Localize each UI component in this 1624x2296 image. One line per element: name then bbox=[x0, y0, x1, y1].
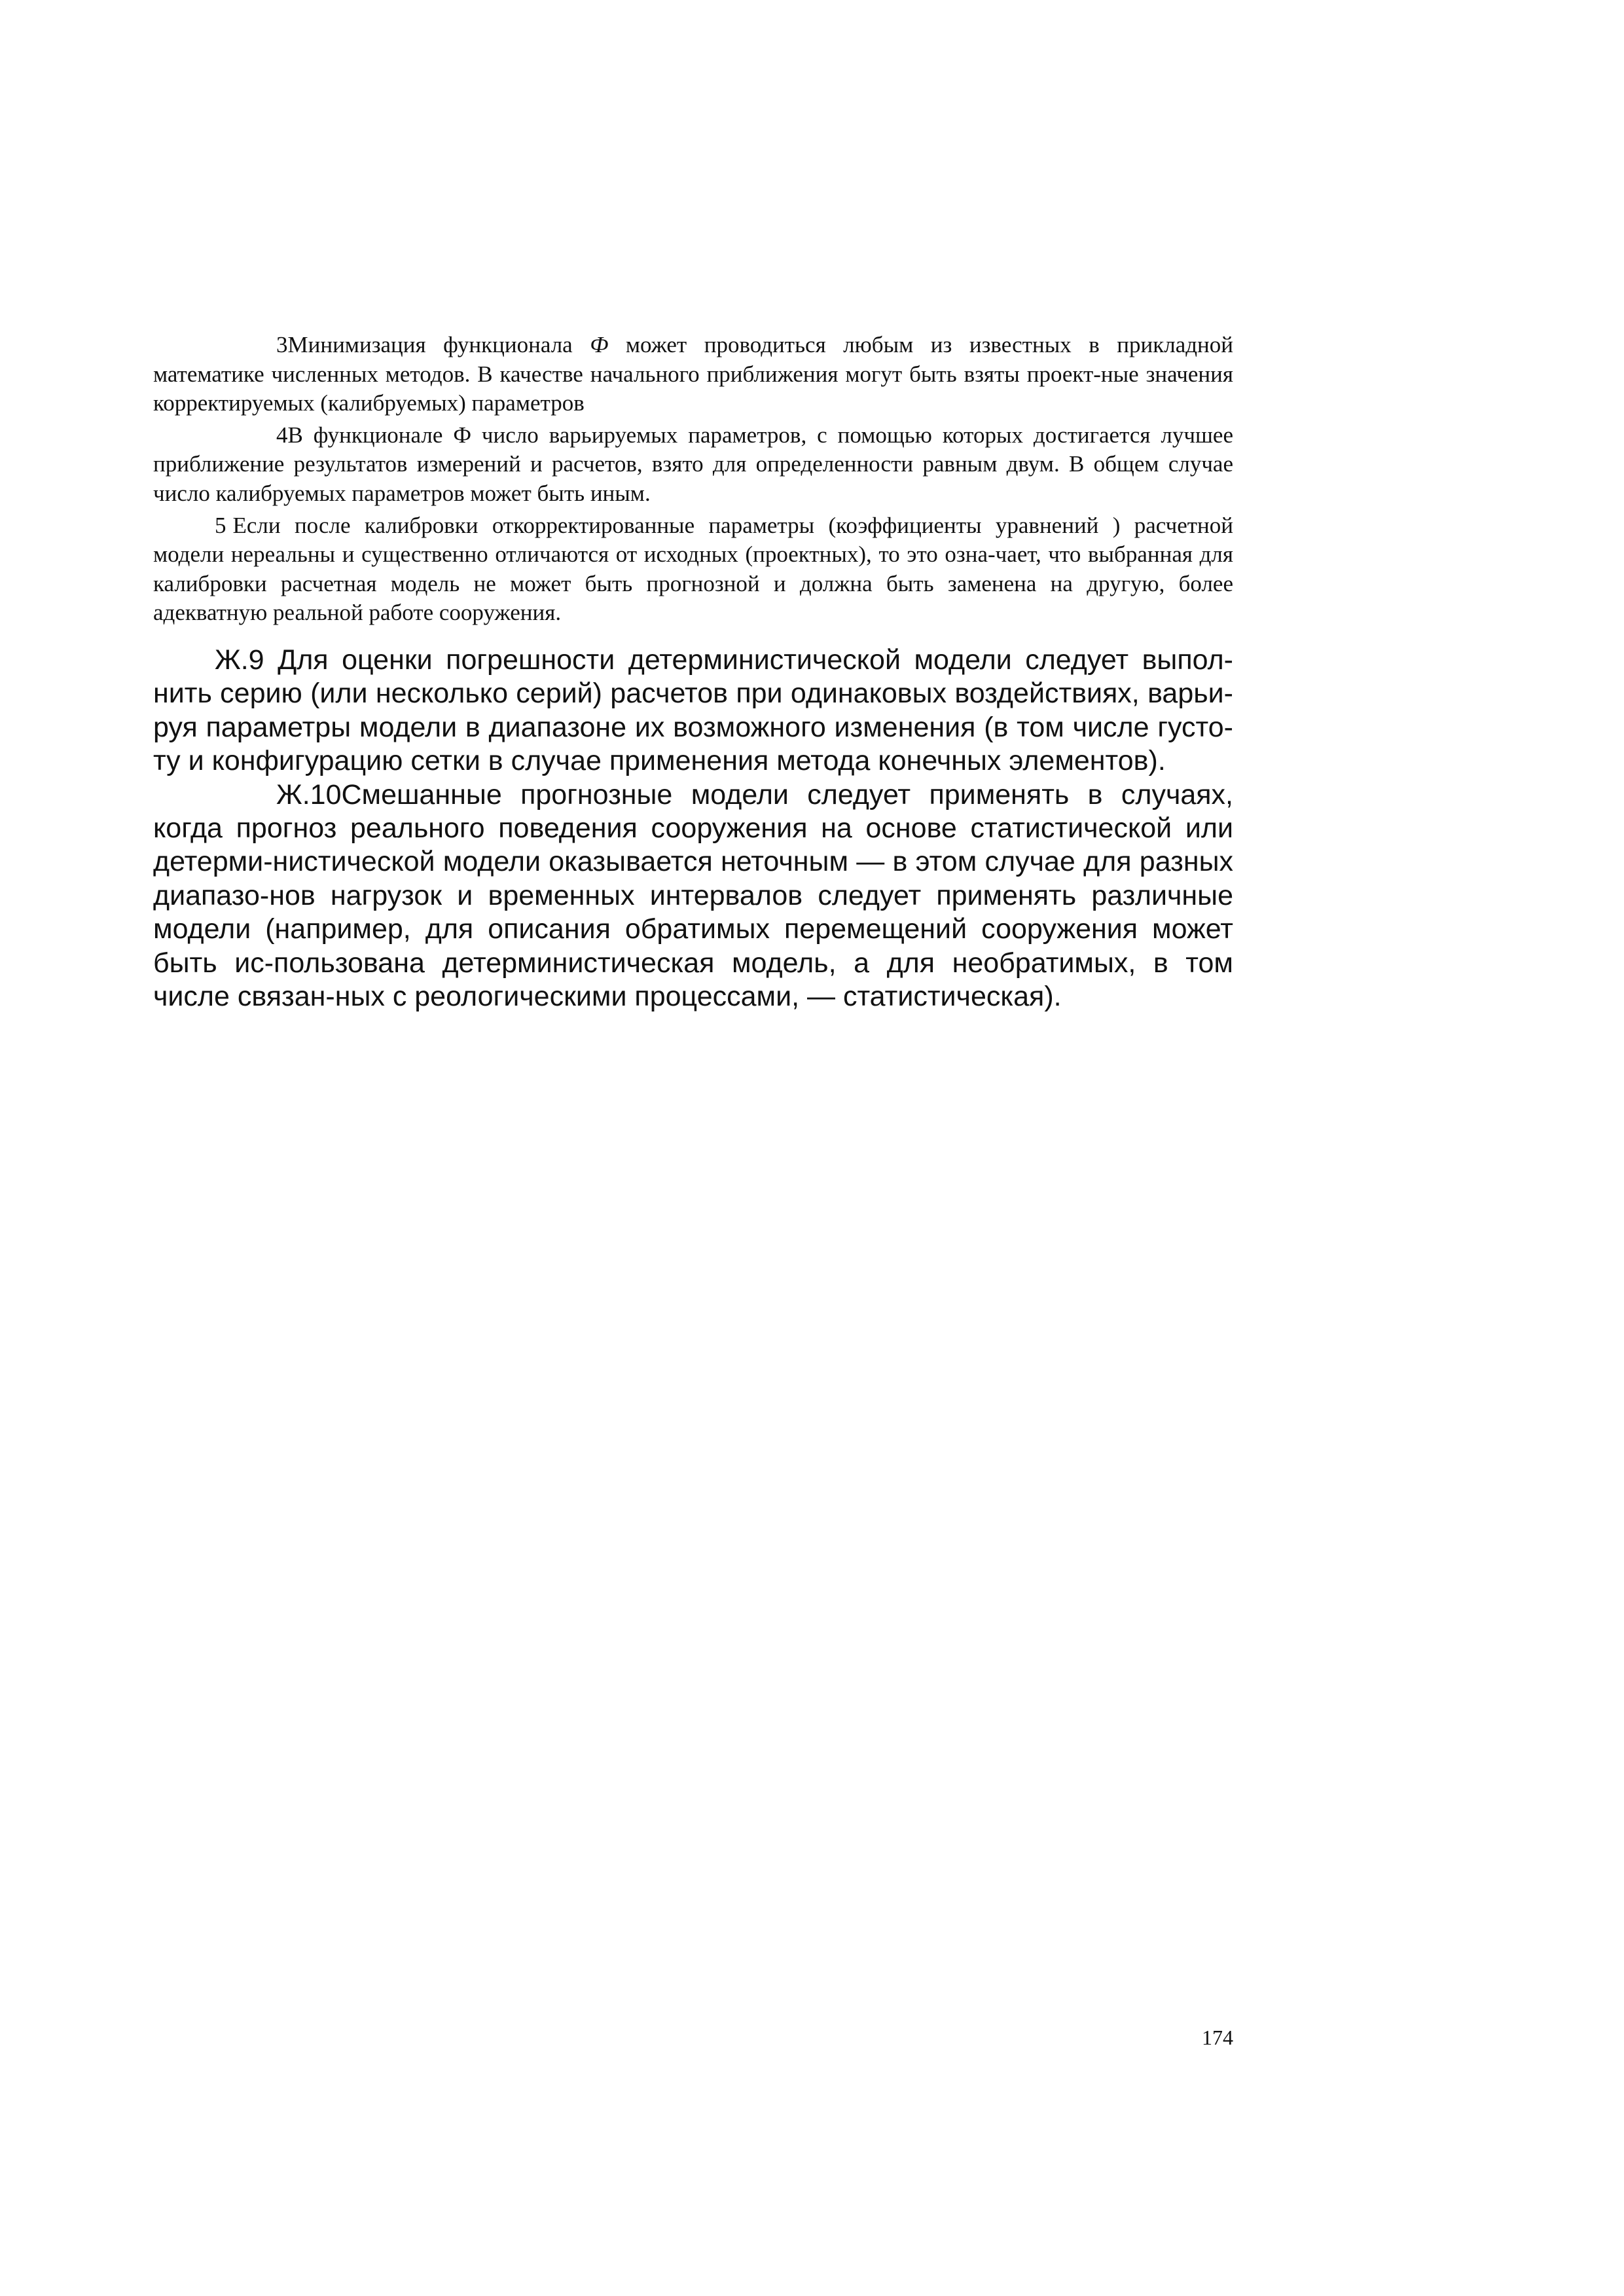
note-text: Если после калибровки откорректированные параметры (коэффициенты уравнений ) расчетной модели нереальны и существенно отличаются от исходных (проектных), то это озна-чает, что выбранная для калибровки расчетная модель не может быть прогнозной и должна быть заменена на другую, более адекватную реальной работе сооружения. bbox=[153, 512, 1233, 626]
clause-number: Ж.10 bbox=[276, 778, 342, 811]
main-text bbox=[153, 644, 1233, 1013]
note-number: 4 bbox=[276, 422, 288, 448]
clause-text: Смешанные прогнозные модели следует применять в случаях, когда прогноз реального поведения сооружения на основе статистической или детерми-нистической модели оказывается неточным — в этом случае для разных диапазо-нов нагрузок и временных интервалов следует применять различные модели (например, для описания обратимых перемещений сооружения может быть ис-пользована детерминистическая модель, а для необратимых, в том числе связан-ных с реологическими процессами, — статистическая). bbox=[153, 778, 1233, 1013]
phi-symbol: Ф bbox=[590, 332, 609, 357]
note-text: может проводиться любым из известных в прикладной математике численных методов. В качестве начального приближения могут быть взяты проект-ные значения корректируемых (калибруемых) параметров bbox=[153, 332, 1233, 416]
clause-zh-9 bbox=[153, 644, 1233, 778]
note-number: 5 bbox=[215, 512, 226, 538]
notes-block bbox=[153, 331, 1233, 628]
page-number: 174 bbox=[1202, 2026, 1233, 2049]
note-3 bbox=[153, 331, 1233, 418]
note-5 bbox=[153, 511, 1233, 628]
note-text: Минимизация функционала bbox=[287, 332, 590, 357]
clause-number: Ж.9 bbox=[215, 644, 264, 676]
clause-zh-10 bbox=[153, 778, 1233, 1014]
note-4 bbox=[153, 421, 1233, 509]
note-number: 3 bbox=[276, 332, 288, 357]
clause-text: Для оценки погрешности детерминистической модели следует выпол-нить серию (или несколько серий) расчетов при одинаковых воздействиях, варьи-руя параметры модели в диапазоне их возможного изменения (в том числе густо-ту и конфигурацию сетки в случае применения метода конечных элементов). bbox=[153, 644, 1233, 777]
note-text: В функционале Ф число варьируемых параметров, с помощью которых достигается лучшее приближение результатов измерений и расчетов, взято для определенности равным двум. В общем случае число калибруемых параметров может быть иным. bbox=[153, 422, 1233, 506]
